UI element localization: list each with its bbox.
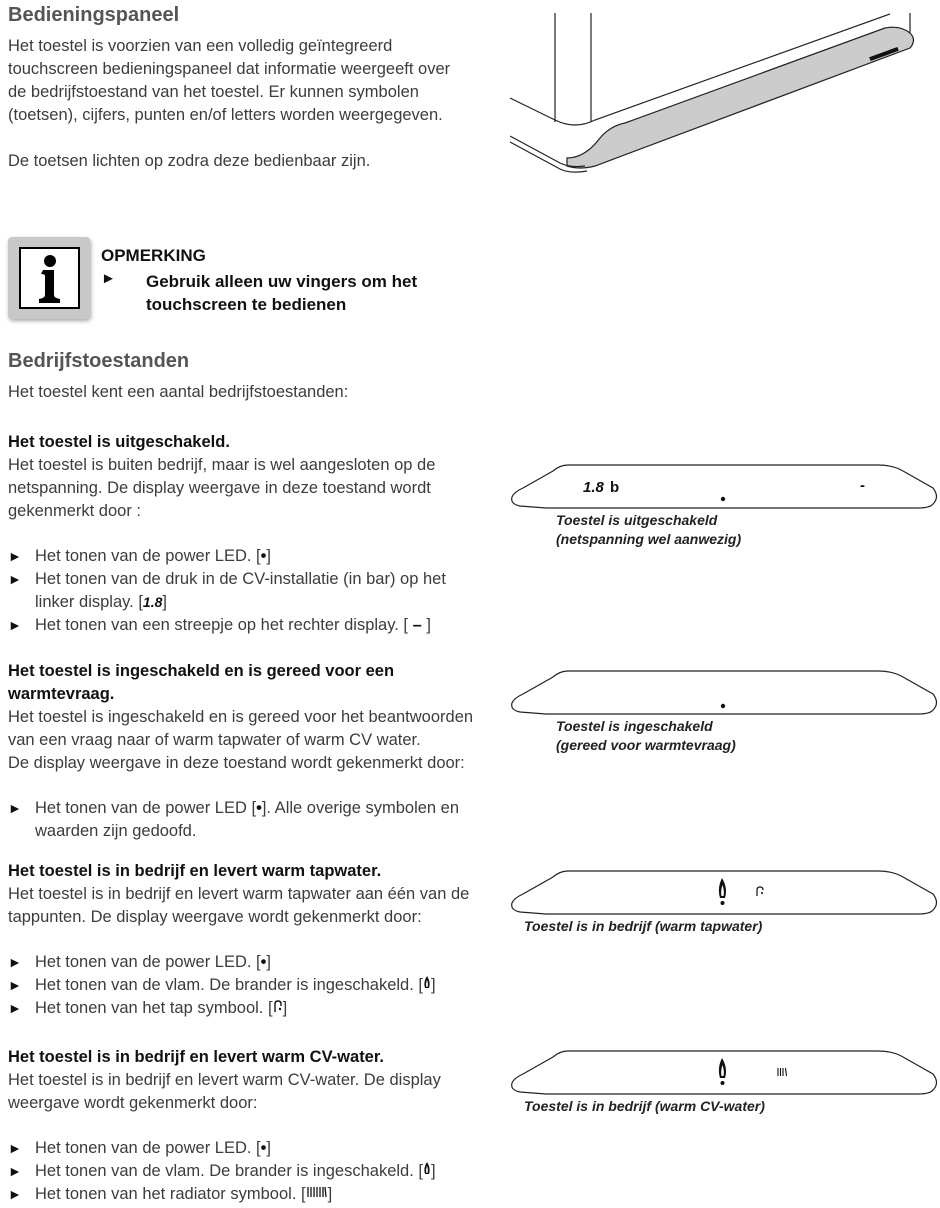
state-body-line: Het toestel is in bedrijf en levert warm CV-water. De display — [8, 1071, 441, 1089]
display-unit: b — [610, 479, 620, 496]
state-body-line: weergave wordt gekenmerkt door: — [8, 1094, 258, 1112]
bullet-marker: ► — [8, 571, 22, 587]
bullet-end: ] — [266, 953, 272, 971]
bullet-text: linker display. [ — [35, 593, 143, 611]
note-line: Gebruik alleen uw vingers om het — [146, 272, 418, 291]
flame-icon — [423, 1162, 431, 1176]
bullet-end: ] — [266, 547, 272, 565]
bullet-end: ] — [327, 1185, 333, 1203]
state-tapwater — [8, 860, 503, 1020]
bullet-item — [8, 1183, 503, 1206]
display-caption — [556, 511, 741, 549]
bullet-marker: ► — [8, 1163, 22, 1179]
bullet-text: Het tonen van een streepje op het rechter display. [ — [35, 616, 413, 634]
state-cv-water — [8, 1046, 503, 1206]
bullet-text: Het tonen van het radiator symbool. [ — [35, 1185, 306, 1203]
state-heading: Het toestel is ingeschakeld en is gereed voor een — [8, 662, 395, 680]
bullet-item — [8, 951, 503, 974]
led-symbol: • — [260, 1139, 267, 1157]
bullet-end: ] — [266, 1139, 272, 1157]
display-right-dash: - — [860, 477, 865, 494]
bullet-item — [8, 1160, 503, 1183]
bullet-marker: ► — [8, 1186, 22, 1202]
state-heading: Het toestel is in bedrijf en levert warm CV-water. — [8, 1048, 384, 1066]
bullet-end: ]. Alle overige symbolen en — [261, 799, 460, 817]
bullet-item — [8, 614, 503, 637]
bullet-marker: ► — [8, 800, 22, 816]
bullet-end: ] — [430, 976, 436, 994]
bullet-marker: ► — [8, 954, 22, 970]
state-body-line: De display weergave in deze toestand wordt gekenmerkt door: — [8, 754, 465, 772]
state-body-line: Het toestel is buiten bedrijf, maar is wel aangesloten op de — [8, 456, 436, 474]
state-heading: warmtevraag. — [8, 685, 115, 703]
bullet-end: ] — [162, 593, 167, 611]
bullet-marker: ► — [8, 617, 22, 633]
boiler-illustration — [505, 8, 935, 173]
states-intro: Het toestel kent een aantal bedrijfstoestanden: — [8, 383, 349, 401]
flame-icon — [423, 976, 431, 990]
info-icon-box — [8, 237, 90, 319]
bullet-text: Het tonen van de power LED. [ — [35, 1139, 261, 1157]
led-symbol: • — [260, 953, 267, 971]
note-title: OPMERKING — [101, 246, 206, 265]
note-line: touchscreen te bedienen — [146, 295, 347, 314]
bullet-item — [8, 545, 503, 568]
caption-line: Toestel is uitgeschakeld — [556, 512, 718, 528]
section-title-bedieningspaneel: Bedieningspaneel — [8, 4, 180, 26]
bullet-item — [8, 997, 503, 1020]
display-caption: Toestel is in bedrijf (warm CV-water) — [524, 1098, 765, 1114]
bullet-marker: ► — [8, 1000, 22, 1016]
display-panel-tapwater — [508, 868, 938, 918]
paragraph-line: de bedrijfstoestand van het toestel. Er kunnen symbolen — [8, 83, 419, 101]
display-caption — [556, 717, 736, 755]
power-led — [721, 497, 725, 501]
display-panel-off — [508, 462, 938, 512]
state-body-line: Het toestel is in bedrijf en levert warm tapwater aan één van de — [8, 885, 470, 903]
control-panel-strip — [567, 27, 914, 168]
led-symbol: • — [260, 547, 267, 565]
state-body-line: van een vraag naar of warm tapwater of warm CV water. — [8, 731, 421, 749]
display-panel-ready — [508, 668, 938, 718]
state-heading: Het toestel is uitgeschakeld. — [8, 433, 230, 451]
section-title-bedrijfstoestanden: Bedrijfstoestanden — [8, 350, 190, 372]
caption-line: Toestel is ingeschakeld — [556, 718, 713, 734]
bullet-end: ] — [421, 616, 431, 634]
dash-symbol: – — [412, 616, 422, 634]
info-icon — [19, 247, 80, 309]
bullet-marker: ► — [8, 548, 22, 564]
state-body-line: gekenmerkt door : — [8, 502, 141, 520]
note-bullet-marker: ► — [101, 270, 116, 287]
led-symbol: • — [256, 799, 262, 817]
bullet-item — [8, 974, 503, 997]
bullet-item — [8, 568, 503, 614]
state-on-ready — [8, 660, 503, 843]
caption-line: (gereed voor warmtevraag) — [556, 737, 736, 753]
bullet-item — [8, 797, 503, 843]
bullet-text: Het tonen van de vlam. De brander is ingeschakeld. [ — [35, 1162, 423, 1180]
bullet-text: Het tonen van de power LED. [ — [35, 953, 261, 971]
keys-paragraph: De toetsen lichten op zodra deze bedienbaar zijn. — [8, 152, 371, 170]
display-panel-cv-water — [508, 1048, 938, 1098]
bullet-text: Het tonen van de power LED. [ — [35, 547, 261, 565]
caption-line: (netspanning wel aanwezig) — [556, 531, 742, 547]
bullet-text: Het tonen van de power LED [ — [35, 799, 257, 817]
bullet-marker: ► — [8, 977, 22, 993]
intro-paragraph — [8, 35, 498, 127]
bullet-item — [8, 1137, 503, 1160]
bullet-end: ] — [282, 999, 288, 1017]
state-off — [8, 431, 503, 637]
state-body-line: netspanning. De display weergave in deze toestand wordt — [8, 479, 431, 497]
display-caption: Toestel is in bedrijf (warm tapwater) — [524, 918, 763, 934]
bullet-end: ] — [430, 1162, 436, 1180]
bullet-marker: ► — [8, 1140, 22, 1156]
paragraph-line: Het toestel is voorzien van een volledig geïntegreerd — [8, 37, 393, 55]
state-body-line: tappunten. De display weergave wordt gekenmerkt door: — [8, 908, 422, 926]
state-body-line: Het toestel is ingeschakeld en is gereed voor het beantwoorden — [8, 708, 474, 726]
paragraph-line: (toetsen), cijfers, punten en/of letters worden weergegeven. — [8, 106, 443, 124]
tap-icon — [273, 999, 283, 1013]
note-text — [146, 270, 417, 316]
state-heading: Het toestel is in bedrijf en levert warm tapwater. — [8, 862, 382, 880]
bullet-text: Het tonen van de druk in de CV-installatie (in bar) op het — [35, 570, 446, 588]
display-pressure-value: 1.8 — [583, 479, 604, 496]
radiator-icon — [306, 1185, 328, 1199]
power-led — [721, 704, 725, 708]
bullet-text: Het tonen van het tap symbool. [ — [35, 999, 273, 1017]
bullet-text: Het tonen van de vlam. De brander is ingeschakeld. [ — [35, 976, 423, 994]
bullet-text: waarden zijn gedoofd. — [35, 822, 197, 840]
paragraph-line: touchscreen bedieningspaneel dat informatie weergeeft over — [8, 60, 451, 78]
pressure-symbol: 1.8 — [142, 594, 163, 610]
